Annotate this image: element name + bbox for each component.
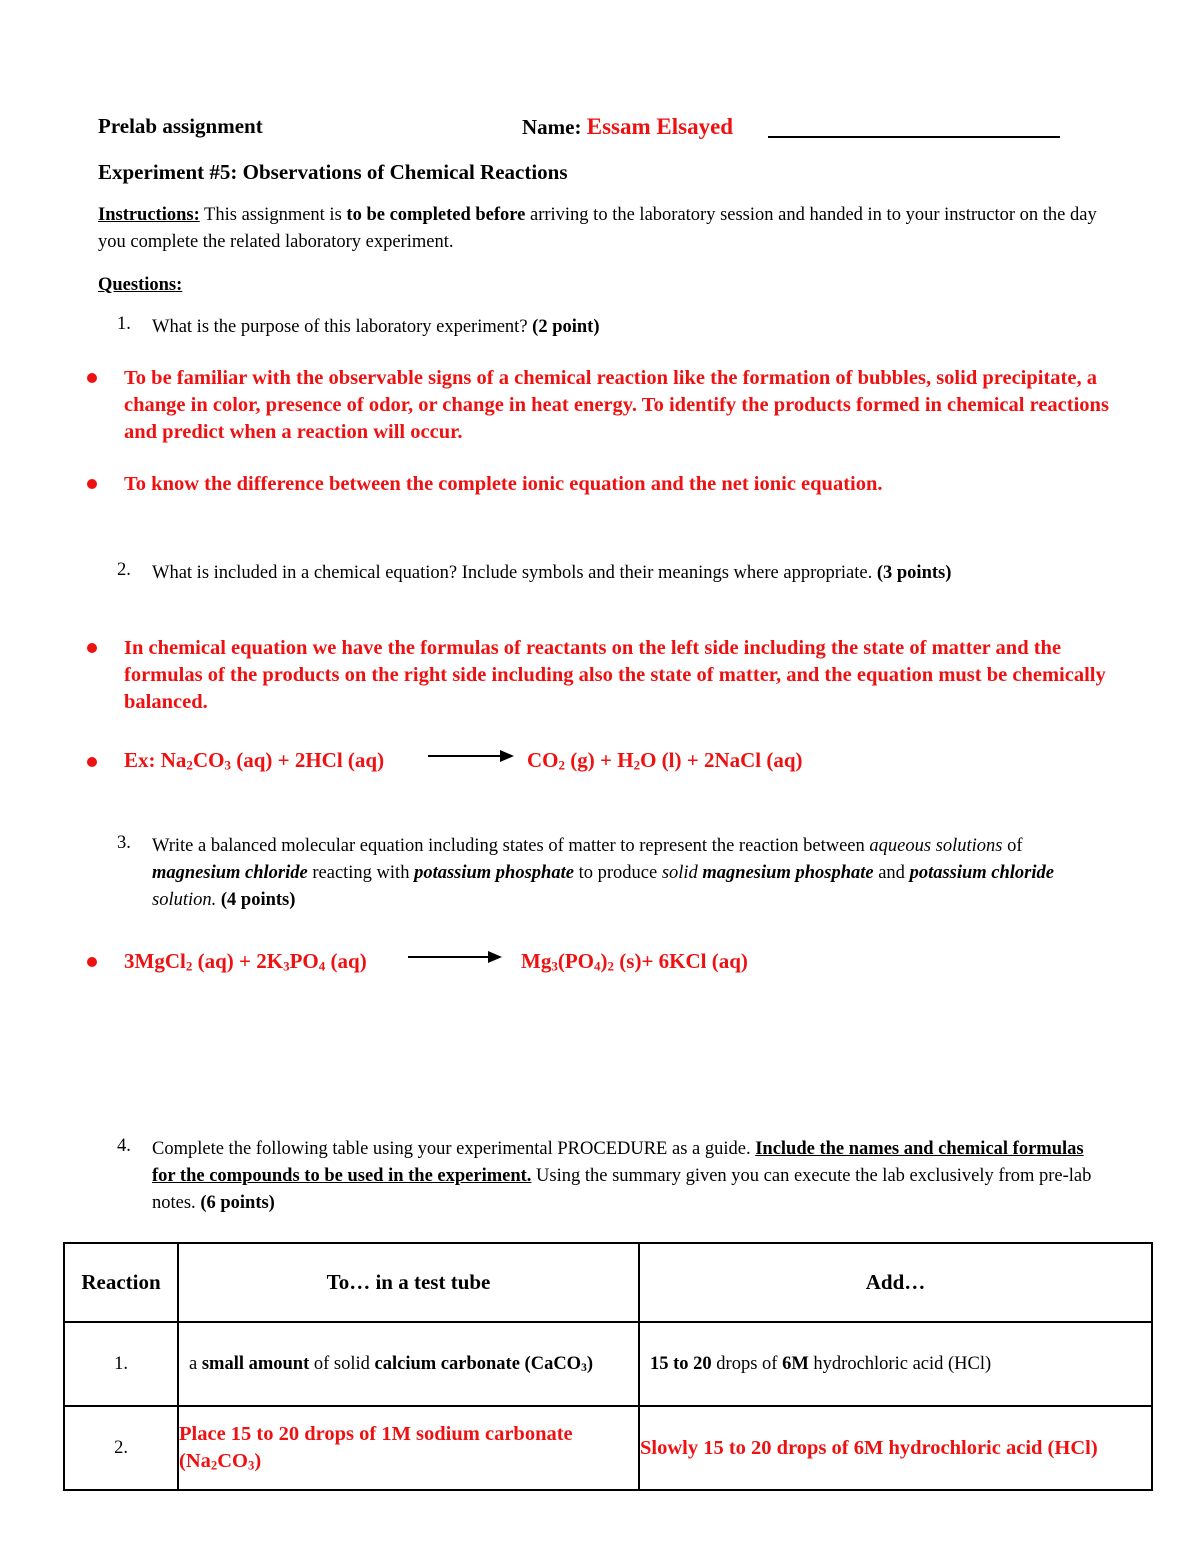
reaction-table	[63, 1242, 1153, 1491]
header-add: Add…	[639, 1243, 1152, 1322]
instructions-label: Instructions:	[98, 205, 200, 225]
q1-text	[152, 314, 600, 341]
q2-example-left: Ex: $Na_2CO_3$ (aq) + 2HCl (aq)	[124, 748, 385, 773]
header-test-tube: To… in a test tube	[178, 1243, 639, 1322]
instructions	[98, 202, 1108, 256]
q2-number: 2.	[117, 560, 131, 580]
q1-answer-2: To know the difference between the complete ionic equation and the net ionic equation.	[124, 473, 883, 495]
q2-answer: In chemical equation we have the formulas of reactants on the left side including the state of matter and the formulas of the products on the right side including also the state of matter, and the equation must be chemically balanced.	[124, 637, 1106, 713]
table-header-row	[64, 1243, 1152, 1322]
row1-add: 15 to 20 drops of 6M hydrochloric acid (HCl)	[639, 1322, 1152, 1406]
q1-answer-1: To be familiar with the observable signs of a chemical reaction like the formation of bubbles, solid precipitate, a change in color, presence of odor, or change in heat energy. To identify the products formed in chemical reactions and predict when a reaction will occur.	[124, 367, 1109, 443]
q1-points: (2 point)	[532, 317, 600, 337]
q3-equation-left: 3MgCl$_2$ $(aq) + 2K_3PO_4$ (aq)	[124, 949, 367, 974]
row2-add: Slowly 15 to 20 drops of 6M hydrochloric acid (HCl)	[639, 1406, 1152, 1490]
row2-tube: Place 15 to 20 drops of 1M sodium carbonate $(Na_2CO_3)$	[178, 1406, 639, 1490]
row1-number: 1.	[64, 1322, 178, 1406]
experiment-title: Experiment #5: Observations of Chemical Reactions	[98, 160, 568, 184]
q3-number: 3.	[117, 833, 131, 853]
name-label: Name:	[522, 115, 582, 139]
instructions-bold: to be completed before	[346, 205, 526, 225]
row2-number: 2.	[64, 1406, 178, 1490]
header-reaction: Reaction	[64, 1243, 178, 1322]
q3-equation-right: $Mg_3(PO_4)_2$ (s)+ 6KCl (aq)	[521, 949, 748, 974]
bullet-icon	[87, 643, 97, 653]
bullet-icon	[87, 479, 97, 489]
q1-number: 1.	[117, 314, 131, 334]
bullet-icon	[87, 373, 97, 383]
instructions-text-b: arriving to the laboratory session and handed in to your instructor on the day you complete the related laboratory experiment.	[98, 205, 1097, 252]
prelab-title: Prelab assignment	[98, 114, 263, 138]
q2-question: What is included in a chemical equation? Include symbols and their meanings where appropriate.	[152, 563, 877, 583]
name-underline	[768, 136, 1060, 138]
reaction-arrow-icon	[408, 956, 500, 958]
q1-question: What is the purpose of this laboratory experiment?	[152, 317, 533, 337]
q2-example-right: $CO_2$ $(g) + H_2O$ (l) + 2NaCl (aq)	[527, 748, 803, 773]
reaction-arrow-icon	[428, 755, 512, 757]
name-value: Essam Elsayed	[586, 114, 734, 139]
q2-text	[152, 560, 951, 587]
bullet-icon	[87, 957, 97, 967]
name-line	[522, 114, 733, 140]
table-row	[64, 1322, 1152, 1406]
bullet-icon	[87, 757, 97, 767]
q4-number: 4.	[117, 1136, 131, 1156]
instructions-text-a: This assignment is	[199, 205, 347, 225]
questions-label: Questions:	[98, 275, 183, 295]
q2-points: (3 points)	[876, 563, 952, 583]
table-row	[64, 1406, 1152, 1490]
q4-text: Complete the following table using your experimental PROCEDURE as a guide. Include the names and chemical formulas for the compounds to be used in the experiment. Using the summary given you can execute the lab exclusively from pre-lab notes. (6 points)	[152, 1139, 1092, 1213]
row1-tube: a small amount of solid calcium carbonate (CaCO$_3$)	[178, 1322, 639, 1406]
q3-text: Write a balanced molecular equation including states of matter to represent the reaction between aqueous solutions of magnesium chloride reacting with potassium phosphate to produce solid magnesium phosphate and potassium chloride solution. (4 points)	[152, 836, 1054, 910]
